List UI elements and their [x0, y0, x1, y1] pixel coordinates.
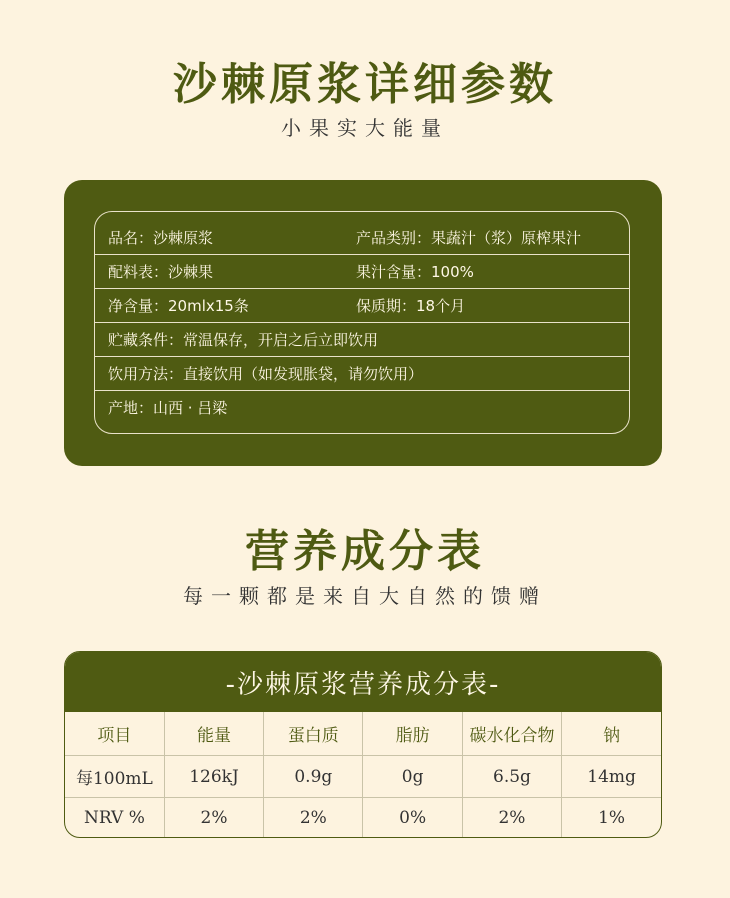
param-ingredients: 配料表：沙棘果 — [108, 262, 214, 281]
table-cell: 2% — [462, 798, 561, 839]
params-subtitle: 小果实大能量 — [281, 116, 449, 140]
param-row — [95, 254, 629, 289]
table-cell: NRV % — [65, 798, 164, 839]
table-cell: 126kJ — [164, 756, 263, 798]
table-row — [65, 756, 661, 798]
param-net-content: 净含量：20mlx15条 — [108, 296, 249, 315]
table-cell: 0g — [363, 756, 462, 798]
param-row — [95, 288, 629, 323]
table-cell: 0.9g — [264, 756, 363, 798]
table-cell: 2% — [264, 798, 363, 839]
param-origin: 产地：山西 · 吕梁 — [108, 398, 228, 417]
params-table — [94, 211, 630, 434]
param-row — [95, 322, 629, 357]
header-cell: 项目 — [65, 712, 164, 756]
header-cell: 能量 — [164, 712, 263, 756]
table-cell: 2% — [164, 798, 263, 839]
table-cell: 每100mL — [65, 756, 164, 798]
params-card — [64, 180, 662, 466]
param-storage: 贮藏条件：常温保存，开启之后立即饮用 — [108, 330, 379, 349]
params-title: 沙棘原浆详细参数 — [173, 59, 557, 110]
nutrition-table-title: -沙棘原浆营养成分表- — [65, 652, 661, 712]
header-cell: 脂肪 — [363, 712, 462, 756]
table-row — [65, 798, 661, 839]
header-cell: 蛋白质 — [264, 712, 363, 756]
nutrition-subtitle: 每一颗都是来自大自然的馈赠 — [183, 584, 547, 608]
header-cell: 钠 — [562, 712, 661, 756]
table-cell: 6.5g — [462, 756, 561, 798]
table-header-row — [65, 712, 661, 756]
param-usage: 饮用方法：直接饮用（如发现胀袋，请勿饮用） — [108, 364, 424, 383]
param-row — [95, 356, 629, 391]
nutrition-title: 营养成分表 — [245, 526, 485, 577]
table-cell: 14mg — [562, 756, 661, 798]
table-cell: 1% — [598, 808, 626, 828]
nutrition-table — [65, 712, 661, 838]
param-row — [95, 220, 629, 255]
param-row — [95, 390, 629, 424]
header-cell: 碳水化合物 — [462, 712, 561, 756]
nutrition-card — [64, 651, 662, 838]
param-name: 品名：沙棘原浆 — [108, 228, 214, 247]
param-juice-content: 果汁含量：100% — [356, 262, 474, 281]
table-cell: 0% — [363, 798, 462, 839]
param-shelf-life: 保质期：18个月 — [356, 296, 466, 315]
param-category: 产品类别：果蔬汁（浆）原榨果汁 — [356, 228, 582, 247]
